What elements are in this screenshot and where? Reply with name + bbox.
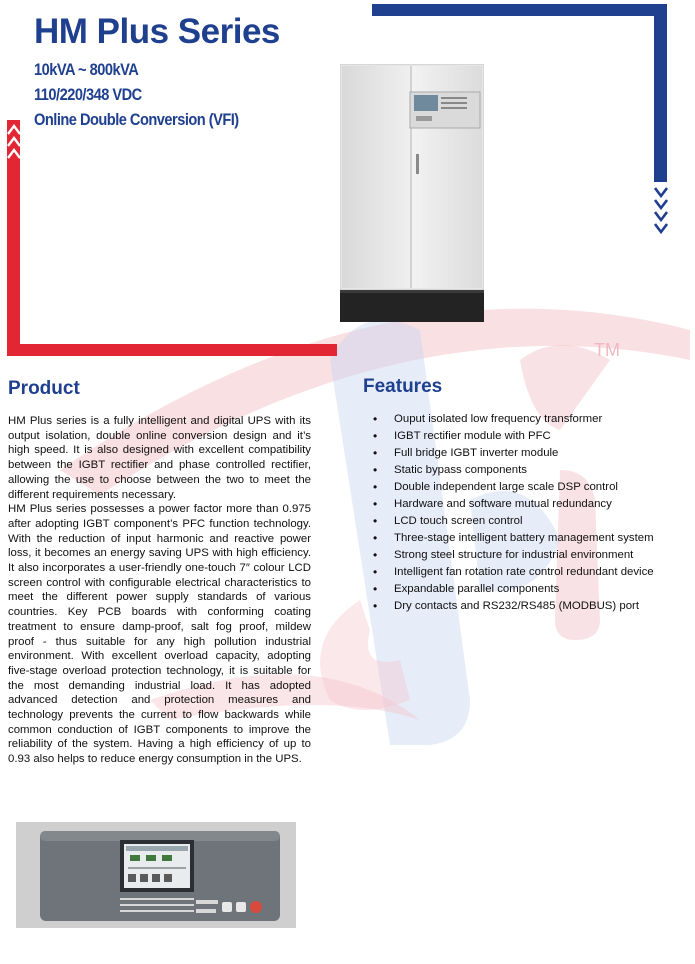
- list-item: • Strong steel structure for industrial environment: [373, 548, 634, 562]
- blue-frame-vertical: [654, 4, 667, 182]
- bullet: •: [373, 582, 378, 596]
- list-item: • Dry contacts and RS232/RS485 (MODBUS) port: [373, 599, 639, 613]
- conversion-type: Online Double Conversion (VFI): [34, 110, 239, 129]
- list-item: • IGBT rectifier module with PFC: [373, 429, 551, 443]
- power-range: 10kVA ~ 800kVA: [34, 60, 139, 79]
- bullet: •: [373, 480, 378, 494]
- dc-voltage: 110/220/348 VDC: [34, 85, 142, 104]
- product-description: [8, 414, 311, 767]
- trademark-mark: TM: [594, 340, 620, 360]
- ups-control-panel-illustration: [16, 822, 296, 928]
- bullet: •: [373, 565, 378, 579]
- list-item: • LCD touch screen control: [373, 514, 523, 528]
- chevron-stack-icon: [7, 122, 21, 170]
- bullet: •: [373, 548, 378, 562]
- bullet: •: [373, 412, 378, 426]
- ups-cabinet-illustration: [340, 64, 484, 322]
- product-heading: Product: [8, 378, 80, 399]
- bullet: •: [373, 463, 378, 477]
- list-item: • Full bridge IGBT inverter module: [373, 446, 559, 460]
- red-frame-horizontal: [7, 344, 337, 356]
- list-item: • Static bypass components: [373, 463, 527, 477]
- features-list: [373, 411, 666, 615]
- list-item: • Intelligent fan rotation rate control redundant device: [373, 565, 654, 579]
- bullet: •: [373, 429, 378, 443]
- bullet: •: [373, 514, 378, 528]
- bullet: •: [373, 599, 378, 613]
- list-item: • Double independent large scale DSP control: [373, 480, 618, 494]
- list-item: • Three-stage intelligent battery management system: [373, 531, 654, 545]
- chevron-stack-icon: [654, 186, 668, 238]
- bullet: •: [373, 446, 378, 460]
- blue-frame-horizontal: [372, 4, 667, 16]
- product-paragraph: HM Plus series is a fully intelligent and digital UPS with its output isolation, double online conversion design and it’s high speed. It is also designed with excellent compatibility between the IGBT rectifier and phase controlled rectifier, allowing the use to choose between the two to meet the different requirements necessary.: [8, 415, 311, 501]
- list-item: • Hardware and software mutual redundancy: [373, 497, 612, 511]
- features-heading: Features: [363, 376, 443, 397]
- list-item: • Expandable parallel components: [373, 582, 560, 596]
- product-paragraph: HM Plus series possesses a power factor more than 0.975 after adopting IGBT component’s PFC function technology. With the reduction of input harmonic and reactive power loss, it becomes an energy saving UPS with high efficiency. It also incorporates a user-friendly one-touch 7″ colour LCD screen control with configurable electrical characteristics to meet the different power supply standards of various countries. Key PCB boards with conforming coating treatment to ensure damp-proof, salt fog proof, mildew proof - thus suitable for any high pollution industrial environment. With excellent overload capacity, adopting five-stage overload protection technology, it is suitable for the most demanding industrial load. It has adopted advanced detection and protection measures and technology prevents the current to flow backwards while common conduction of IGBT components to improve the reliability of the system. Having a high efficiency of up to 0.93 also helps to reduce energy consumption in the UPS.: [8, 503, 311, 766]
- list-item: • Ouput isolated low frequency transformer: [373, 412, 603, 426]
- bullet: •: [373, 497, 378, 511]
- page-title: HM Plus Series: [34, 12, 280, 51]
- bullet: •: [373, 531, 378, 545]
